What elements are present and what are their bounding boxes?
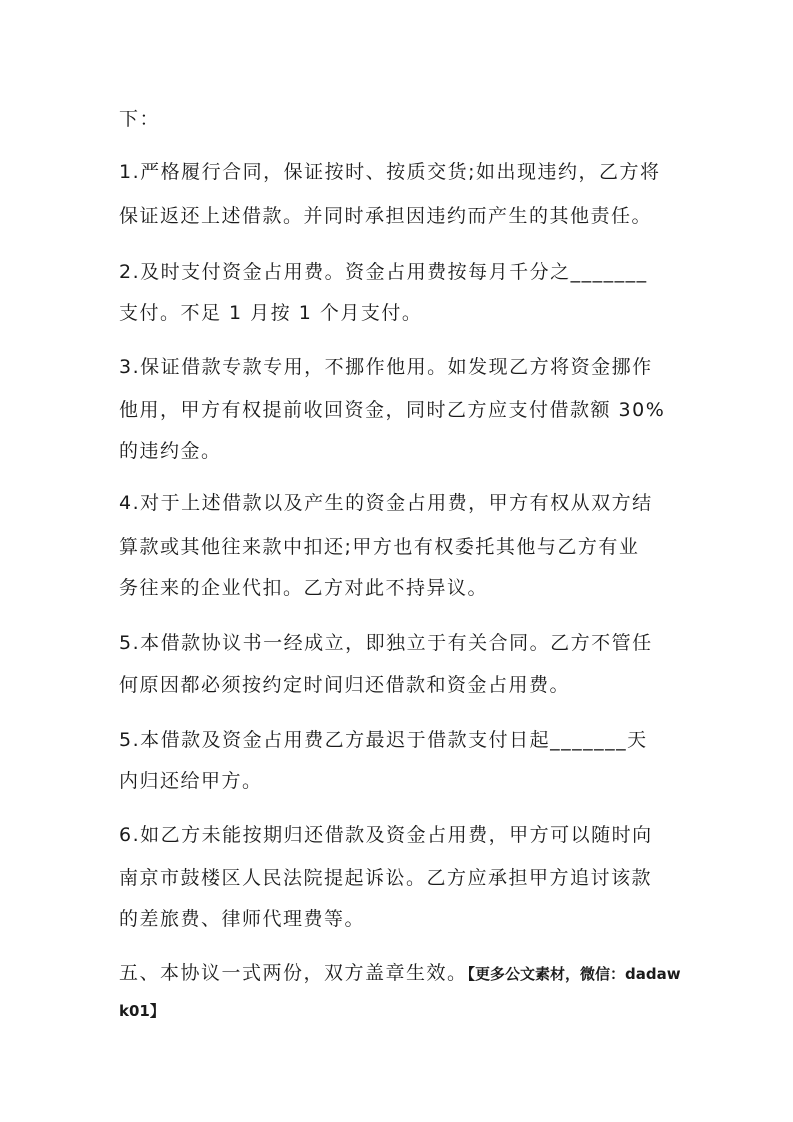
text-line: 务往来的企业代扣。乙方对此不持异议。 xyxy=(119,577,489,599)
text-line: 4.对于上述借款以及产生的资金占用费，甲方有权从双方结 xyxy=(119,492,653,514)
text-line: 何原因都必须按约定时间归还借款和资金占用费。 xyxy=(119,674,571,696)
promo-text-continued: k01】 xyxy=(119,1002,165,1020)
text-line: 南京市鼓楼区人民法院提起诉讼。乙方应承担甲方追讨该款 xyxy=(119,867,653,889)
text-line: 的差旅费、律师代理费等。 xyxy=(119,908,366,930)
promo-text: 【更多公文素材，微信：dadaw xyxy=(467,965,681,983)
text-line: 2.及时支付资金占用费。资金占用费按每月千分之_______ xyxy=(119,261,648,283)
text-line: 的违约金。 xyxy=(119,440,222,462)
text-line: 3.保证借款专款专用，不挪作他用。如发现乙方将资金挪作 xyxy=(119,356,653,378)
text-line: 1.严格履行合同，保证按时、按质交货;如出现违约，乙方将 xyxy=(119,161,661,183)
text-line: 6.如乙方未能按期归还借款及资金占用费，甲方可以随时向 xyxy=(119,824,653,846)
closing-line xyxy=(119,960,681,987)
text-line: 下： xyxy=(119,108,161,130)
text-line: 支付。不足 1 月按 1 个月支付。 xyxy=(119,302,423,324)
text-line: 算款或其他往来款中扣还;甲方也有权委托其他与乙方有业 xyxy=(119,536,640,558)
text-line: 他用，甲方有权提前收回资金，同时乙方应支付借款额 30% xyxy=(119,399,666,421)
text-line: 5.本借款协议书一经成立，即独立于有关合同。乙方不管任 xyxy=(119,632,653,654)
text-line: 内归还给甲方。 xyxy=(119,770,263,792)
closing-text: 五、本协议一式两份，双方盖章生效。 xyxy=(119,962,468,984)
text-line: 保证返还上述借款。并同时承担因违约而产生的其他责任。 xyxy=(119,205,653,227)
text-line: 5.本借款及资金占用费乙方最迟于借款支付日起_______天 xyxy=(119,729,648,751)
